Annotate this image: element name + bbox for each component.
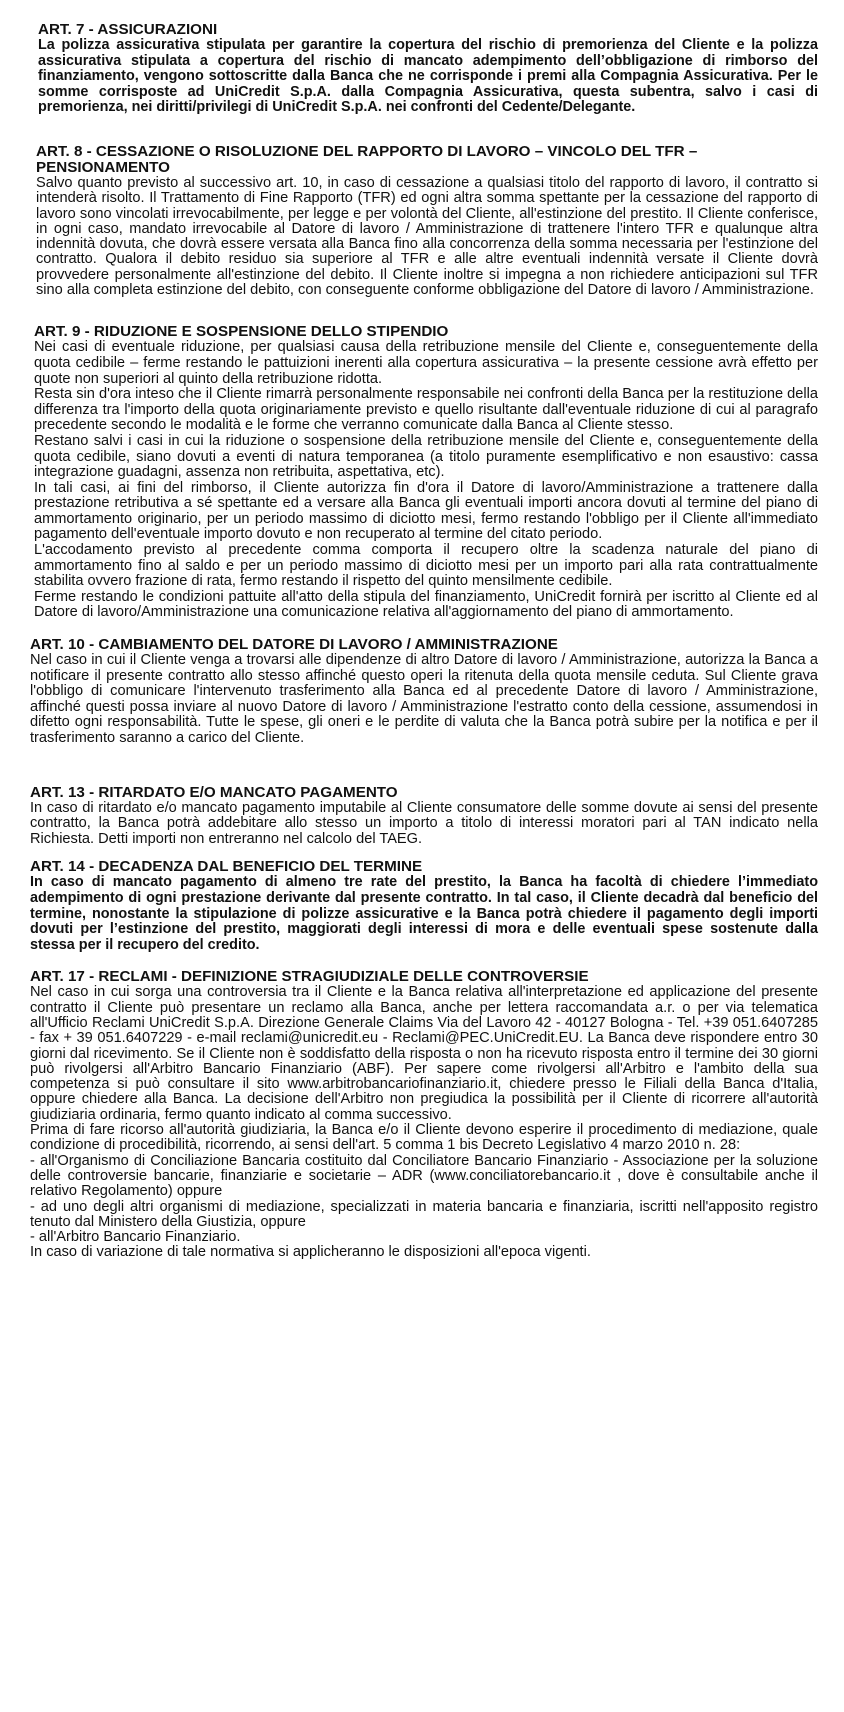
article-17-paragraph-2: Prima di fare ricorso all'autorità giudiziaria, la Banca e/o il Cliente devono esperire il procedimento di mediazione, quale condizione di procedibilità, ricorrendo, ai sensi dell'art. 5 comma 1 bis Decreto Legislativo 4 marzo 2010 n. 28: xyxy=(30,1122,818,1154)
article-17-paragraph-final: In caso di variazione di tale normativa si applicheranno le disposizioni all'epoca vigenti. xyxy=(30,1244,591,1261)
article-9-paragraph-5: L'accodamento previsto al precedente comma comporta il recupero oltre la scadenza naturale del piano di ammortamento fino al saldo e per un periodo massimo di diciotto mesi per un importo pari alla rata contrattualmente stabilita ovvero frazione di rata, fermo restando il rispetto del quinto mensilmente cedibile. xyxy=(34,542,818,590)
article-9-paragraph-4: In tali casi, ai fini del rimborso, il Cliente autorizza fin d'ora il Datore di lavoro/Amministrazione a trattenere dalla prestazione retributiva a sé spettante ed a versare alla Banca gli eventuali importi ancora dovuti al termine del piano di ammortamento originario, per un periodo massimo di diciotto mesi, fermo restando l'obbligo per il Cliente all'immediato pagamento dell'eventuale importo dovuto e non recuperato al termine del citato periodo. xyxy=(34,479,818,543)
article-10 xyxy=(30,637,818,747)
article-13 xyxy=(30,785,818,848)
article-17-list-item-2: - ad uno degli altri organismi di mediazione, specializzati in materia bancaria e finanziaria, iscritti nell'apposito registro tenuto dal Ministero della Giustizia, oppure xyxy=(30,1198,818,1230)
article-9-paragraph-3: Restano salvi i casi in cui la riduzione o sospensione della retribuzione mensile del Cliente e, conseguentemente della quota cedibile, siano dovuti a eventi di natura temporanea (a titolo puramente esemplificativo e non esaustivo: cassa integrazione guadagni, assenza non retribuita, aspettativa, etc). xyxy=(34,432,818,481)
article-9 xyxy=(34,324,818,621)
article-17-paragraph-1: Nel caso in cui sorga una controversia tra il Cliente e la Banca relativa all'interpretazione ed applicazione del presente contratto il Cliente può presentare un reclamo alla Banca, anche per lettera raccomandata a.r. o per via telematica all'Ufficio Reclami UniCredit S.p.A. Direzione Generale Claims Via del Lavoro 42 - 40127 Bologna - Tel. +39 051.6407285 - fax + 39 051.6407229 - e-mail reclami@unicredit.eu - Reclami@PEC.UniCredit.EU. La Banca deve rispondere entro 30 giorni dal ricevimento. Se il Cliente non è soddisfatto della risposta o non ha ricevuto risposta entro il termine dei 30 giorni può rivolgersi all'Arbitro Bancario Finanziario (ABF). Per sapere come rivolgersi all'Arbitro e l'ambito della sua competenza si può consultare il sito www.arbitrobancariofinanziario.it, chiedere presso le Filiali della Banca d'Italia, oppure chiedere alla Banca. La decisione dell'Arbitro non pregiudica la possibilità per il Cliente di ricorrere all'autorità giudiziaria ordinaria, fermo quanto indicato al comma successivo. xyxy=(30,984,818,1123)
article-10-paragraph: Nel caso in cui il Cliente venga a trovarsi alle dipendenze di altro Datore di lavoro / Amministrazione, autorizza la Banca a notificare il presente contratto allo stesso affinché questo operi la ritenuta della quota mensile ceduta. Sul Cliente grava l'obbligo di comunicare l'intervenuto trasferimento alla Banca ed al precedente Datore di lavoro / Amministrazione, affinché questi possa inviare al nuovo Datore di lavoro / Amministrazione l'estratto conto della cessione, assumendosi in difetto ogni responsabilità. Tutte le spese, gli oneri e le perdite di valuta che la Banca potrà subire per la notifica e per il trasferimento saranno a carico del Cliente. xyxy=(30,652,818,746)
article-10-title: ART. 10 - CAMBIAMENTO DEL DATORE DI LAVORO / AMMINISTRAZIONE xyxy=(30,636,558,654)
article-9-paragraph-1: Nei casi di eventuale riduzione, per qualsiasi causa della retribuzione mensile del Cliente e, conseguentemente della quota cedibile – ferme restando le pattuizioni inerenti alla copertura assicurativa – la presente cessione avrà effetto per quote non superiori al quinto della retribuzione ridotta. xyxy=(34,339,818,387)
article-14 xyxy=(30,859,818,953)
article-7-paragraph: La polizza assicurativa stipulata per garantire la copertura del rischio di premorienza del Cliente e la polizza assicurativa stipulata a copertura del rischio di mancato adempimento dell’obbligazione di rimborso del finanziamento, vengono sottoscritte dalla Banca che ne corrisponde i premi alla Compagnia Assicurativa. Per le somme corrisposte ad UniCredit S.p.A. dalla Compagnia Assicurativa, questa subentra, salvo i casi di premorienza, nei diritti/privilegi di UniCredit S.p.A. nei confronti del Cedente/Delegante. xyxy=(38,37,818,116)
article-7 xyxy=(38,22,818,116)
article-8 xyxy=(36,144,818,298)
article-14-title: ART. 14 - DECADENZA DAL BENEFICIO DEL TERMINE xyxy=(30,858,423,876)
article-17-title: ART. 17 - RECLAMI - DEFINIZIONE STRAGIUDIZIALE DELLE CONTROVERSIE xyxy=(30,968,589,986)
article-13-title: ART. 13 - RITARDATO E/O MANCATO PAGAMENTO xyxy=(30,783,398,801)
article-8-title: ART. 8 - CESSAZIONE O RISOLUZIONE DEL RAPPORTO DI LAVORO – VINCOLO DEL TFR – PENSIONAMENTO xyxy=(36,142,698,176)
article-9-paragraph-2: Resta sin d'ora inteso che il Cliente rimarrà personalmente responsabile nei confronti della Banca per la restituzione della differenza tra l'importo della quota originariamente previsto e quello risultante dall'eventuale riduzione di cui al paragrafo precedente secondo le modalità e le forme che verranno comunicate dalla Banca al Cliente stesso. xyxy=(34,386,818,434)
article-14-paragraph: In caso di mancato pagamento di almeno tre rate del prestito, la Banca ha facoltà di chiedere l’immediato adempimento di ogni prestazione derivante dal presente contratto. In tal caso, il Cliente decadrà dal beneficio del termine, nonostante la stipulazione di polizze assicurative e la Banca potrà chiedere il pagamento degli importi dovuti per l’estinzione del prestito, maggiorati degli interessi di mora e delle eventuali spese sostenute dalla stessa per il recupero del credito. xyxy=(30,874,818,953)
article-9-paragraph-6: Ferme restando le condizioni pattuite all'atto della stipula del finanziamento, UniCredit fornirà per iscritto al Cliente ed al Datore di lavoro/Amministrazione una comunicazione relativa all'aggiornamento del piano di ammortamento. xyxy=(34,588,818,621)
article-17-list-item-1: - all'Organismo di Conciliazione Bancaria costituito dal Conciliatore Bancario Finanziario - Associazione per la soluzione delle controversie bancarie, finanziarie e societarie – ADR (www.conciliatorebancario.it , dove è consultabile anche il relativo Regolamento) oppure xyxy=(30,1152,818,1200)
article-9-title: ART. 9 - RIDUZIONE E SOSPENSIONE DELLO STIPENDIO xyxy=(34,323,449,341)
article-7-title: ART. 7 - ASSICURAZIONI xyxy=(38,21,218,38)
article-8-paragraph: Salvo quanto previsto al successivo art. 10, in caso di cessazione a qualsiasi titolo del rapporto di lavoro, il contratto si intenderà risolto. Il Trattamento di Fine Rapporto (TFR) ed ogni altra somma spettante per la cessazione del rapporto di lavoro sono vincolati irrevocabilmente, per legge e per volontà del Cliente, all'estinzione del prestito. Il Cliente conferisce, in ogni caso, mandato irrevocabile al Datore di lavoro / Amministrazione di trattenere l'intero TFR e qualunque altra indennità dovuta, che dovrà essere versata alla Banca fino alla concorrenza della somma necessaria per l'estinzione del contratto. Qualora il debito residuo sia superiore al TFR e alle altre eventuali indennità versate il Cliente dovrà provvedere personalmente all'estinzione del debito. Il Cliente inoltre si impegna a non richiedere anticipazioni sul TFR sino alla completa estinzione del debito, con conseguente conforme obbligazione del Datore di lavoro / Amministrazione. xyxy=(36,174,818,299)
article-17 xyxy=(30,969,818,1260)
article-13-paragraph: In caso di ritardato e/o mancato pagamento imputabile al Cliente consumatore delle somme dovute ai sensi del presente contratto, la Banca potrà addebitare allo stesso un importo a titolo di interessi moratori pari al TAN indicato nella Richiesta. Detti importi non entreranno nel calcolo del TAEG. xyxy=(30,799,818,847)
article-17-list-item-3: - all'Arbitro Bancario Finanziario. xyxy=(30,1229,241,1246)
